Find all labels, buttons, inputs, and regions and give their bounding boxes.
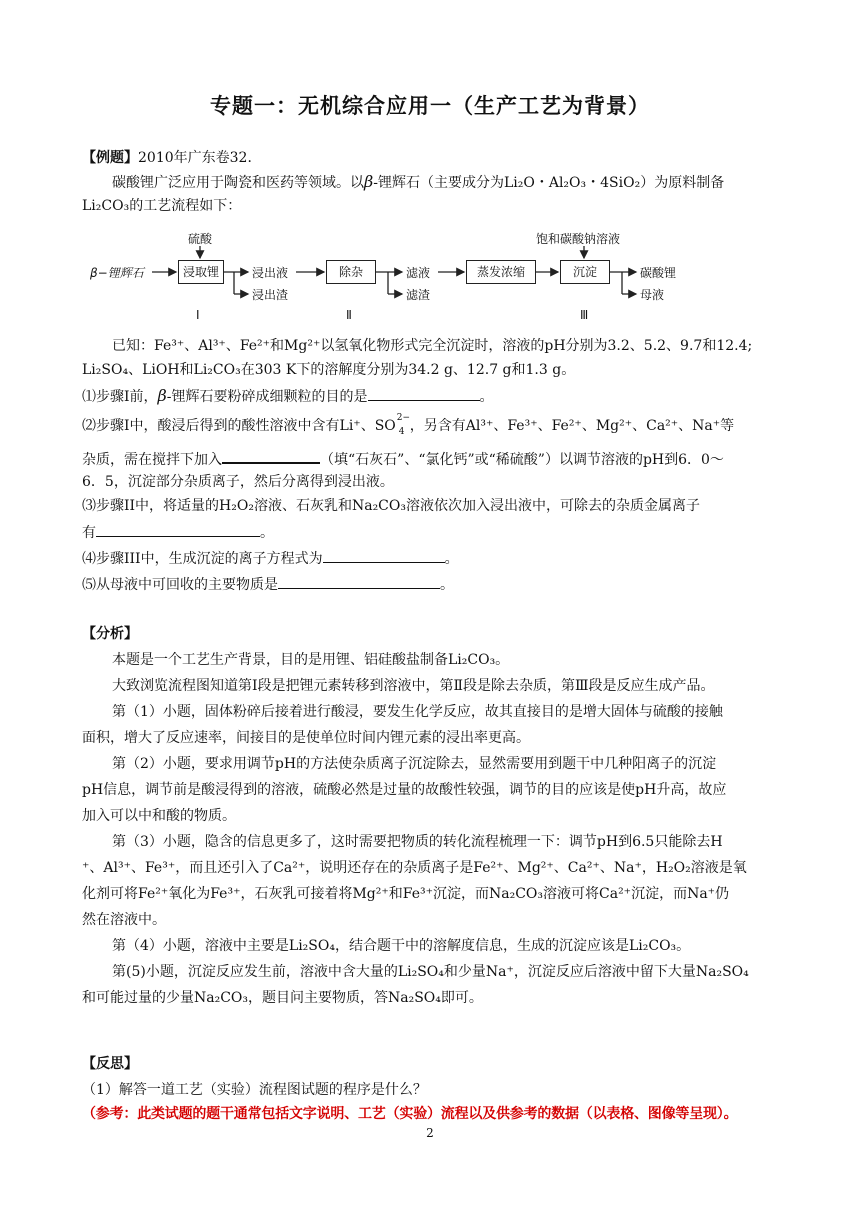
flow-start-label: β−锂辉石 <box>90 266 144 280</box>
flow-step-2: Ⅱ <box>346 308 352 322</box>
beta-symbol: β <box>364 172 374 191</box>
reflection-reference: （参考：此类试题的题干通常包括文字说明、工艺（实验）流程以及供参考的数据（以表格、图像等呈现）。 <box>82 1106 738 1122</box>
flow-filter-residue-label: 滤渣 <box>406 288 431 302</box>
q1-text-a: ⑴步骤I前， <box>82 389 158 405</box>
flow-product-label: 碳酸锂 <box>640 266 677 280</box>
analysis-p6: 第（4）小题，溶液中主要是Li₂SO₄，结合题干中的溶解度信息，生成的沉淀应该是Li₂CO₃。 <box>112 938 691 954</box>
page-number: 2 <box>426 1126 434 1140</box>
q2-text-b: ，另含有Al³⁺、Fe³⁺、Fe²⁺、Mg²⁺、Ca²⁺、Na⁺等 <box>409 418 735 434</box>
question-2-line2 <box>82 448 782 470</box>
question-5 <box>82 574 782 595</box>
flow-leachate-label: 浸出液 <box>252 266 289 280</box>
flow-box-leaching: 浸取锂 <box>178 260 224 284</box>
q4-text: ⑷步骤III中，生成沉淀的离子方程式为 <box>82 551 323 567</box>
flow-acid-label: 硫酸 <box>188 232 213 246</box>
question-3-line2 <box>82 522 782 543</box>
flow-box-evaporate: 蒸发浓缩 <box>466 260 536 284</box>
analysis-header: 【分析】 <box>82 626 138 642</box>
intro-text-2: -锂辉石（主要成分为Li₂O・Al₂O₃・4SiO₂）为原料制备 <box>373 175 725 191</box>
analysis-p3b: 面积，增大了反应速率，间接目的是使单位时间内锂元素的浸出率更高。 <box>82 730 530 746</box>
flow-filtrate-label: 滤液 <box>406 266 431 280</box>
analysis-p4c: 加入可以中和酸的物质。 <box>82 808 236 824</box>
q3-text-b: 有 <box>82 525 96 541</box>
sulfate-sub: 4 <box>398 427 405 437</box>
q2-text-d: （填“石灰石”、“氯化钙”或“稀硫酸”）以调节溶液的pH到6．0～ <box>320 452 724 468</box>
beta-symbol: β <box>157 386 167 405</box>
example-intro-line1 <box>112 172 782 193</box>
example-header <box>82 148 782 168</box>
process-flow-diagram <box>90 230 710 322</box>
analysis-p2: 大致浏览流程图知道第Ⅰ段是把锂元素转移到溶液中，第Ⅱ段是除去杂质，第Ⅲ段是反应生成产品。 <box>112 678 715 694</box>
example-intro-line2: Li₂CO₃的工艺流程如下： <box>82 198 242 214</box>
question-1 <box>82 386 782 407</box>
q3-end: 。 <box>260 525 274 541</box>
flow-box-purify: 除杂 <box>326 260 376 284</box>
known-line2: Li₂SO₄、LiOH和Li₂CO₃在303 K下的溶解度分别为34.2 g、12.7 g和1.3 g。 <box>82 362 576 378</box>
flow-box-precipitate: 沉淀 <box>560 260 610 284</box>
q5-end: 。 <box>440 577 454 593</box>
sulfate-sup: 2− <box>396 413 411 423</box>
analysis-p4a: 第（2）小题，要求用调节pH的方法使杂质离子沉淀除去，显然需要用到题干中几种阳离子的沉淀 <box>112 756 717 772</box>
example-source: 2010年广东卷32． <box>138 150 262 166</box>
analysis-p5c: 化剂可将Fe²⁺氧化为Fe³⁺，石灰乳可接着将Mg²⁺和Fe³⁺沉淀，而Na₂CO₃溶液可将Ca²⁺沉淀，而Na⁺仍 <box>82 886 730 902</box>
q1-text-b: -锂辉石要粉碎成细颗粒的目的是 <box>166 389 368 405</box>
analysis-p4b: pH信息，调节前是酸浸得到的溶液，硫酸必然是过量的故酸性较强，调节的目的应该是使pH升高，故应 <box>82 782 727 798</box>
question-2-line3: 6．5，沉淀部分杂质离子，然后分离得到浸出液。 <box>82 474 394 490</box>
answer-blank-5[interactable] <box>278 574 440 589</box>
flow-step-3: Ⅲ <box>580 308 589 322</box>
analysis-p5b: ⁺、Al³⁺、Fe³⁺，而且还引入了Ca²⁺，说明还存在的杂质离子是Fe²⁺、Mg²⁺、Ca²⁺、Na⁺，H₂O₂溶液是氧 <box>82 860 747 876</box>
sulfate-charge <box>396 413 411 437</box>
answer-blank-2[interactable] <box>222 448 320 464</box>
flow-residue-label: 浸出渣 <box>252 288 289 302</box>
answer-blank-3[interactable] <box>96 522 260 537</box>
flow-step-1: Ⅰ <box>196 308 200 322</box>
q2-text-c: 杂质，需在搅拌下加入 <box>82 452 222 468</box>
known-line1: 已知：Fe³⁺、Al³⁺、Fe²⁺和Mg²⁺以氢氧化物形式完全沉淀时，溶液的pH分别为3.2、5.2、9.7和12.4; <box>112 338 753 354</box>
page-title: 专题一：无机综合应用一（生产工艺为背景） <box>210 94 650 118</box>
reflection-header: 【反思】 <box>82 1056 138 1072</box>
answer-blank-1[interactable] <box>368 386 480 401</box>
question-4 <box>82 548 782 569</box>
q5-text: ⑸从母液中可回收的主要物质是 <box>82 577 278 593</box>
flow-reagent-label: 饱和碳酸钠溶液 <box>536 232 621 246</box>
q2-text-a: ⑵步骤I中，酸浸后得到的酸性溶液中含有Li⁺、SO <box>82 418 396 434</box>
answer-blank-4[interactable] <box>323 548 445 563</box>
analysis-p1: 本题是一个工艺生产背景，目的是用锂、铝硅酸盐制备Li₂CO₃。 <box>112 652 510 668</box>
q4-end: 。 <box>444 551 459 567</box>
analysis-p3a: 第（1）小题，固体粉碎后接着进行酸浸，要发生化学反应，故其直接目的是增大固体与硫酸的接触 <box>112 704 723 720</box>
question-2-line1 <box>82 413 782 437</box>
intro-text-1: 碳酸锂广泛应用于陶瓷和医药等领域。以 <box>112 175 364 191</box>
question-3-line1: ⑶步骤II中，将适量的H₂O₂溶液、石灰乳和Na₂CO₃溶液依次加入浸出液中，可除去的杂质金属离子 <box>82 498 700 514</box>
q1-end: 。 <box>479 389 494 405</box>
reflection-question: （1）解答一道工艺（实验）流程图试题的程序是什么？ <box>82 1082 427 1098</box>
analysis-p5a: 第（3）小题，隐含的信息更多了，这时需要把物质的转化流程梳理一下：调节pH到6.5只能除去H <box>112 834 723 850</box>
analysis-p5d: 然在溶液中。 <box>82 912 166 928</box>
example-label: 【例题】 <box>82 150 138 166</box>
flow-mother-liquor-label: 母液 <box>640 288 665 302</box>
analysis-p7a: 第(5)小题，沉淀反应发生前，溶液中含大量的Li₂SO₄和少量Na⁺，沉淀反应后溶液中留下大量Na₂SO₄ <box>112 964 749 980</box>
analysis-p7b: 和可能过量的少量Na₂CO₃，题目问主要物质，答Na₂SO₄即可。 <box>82 990 483 1006</box>
